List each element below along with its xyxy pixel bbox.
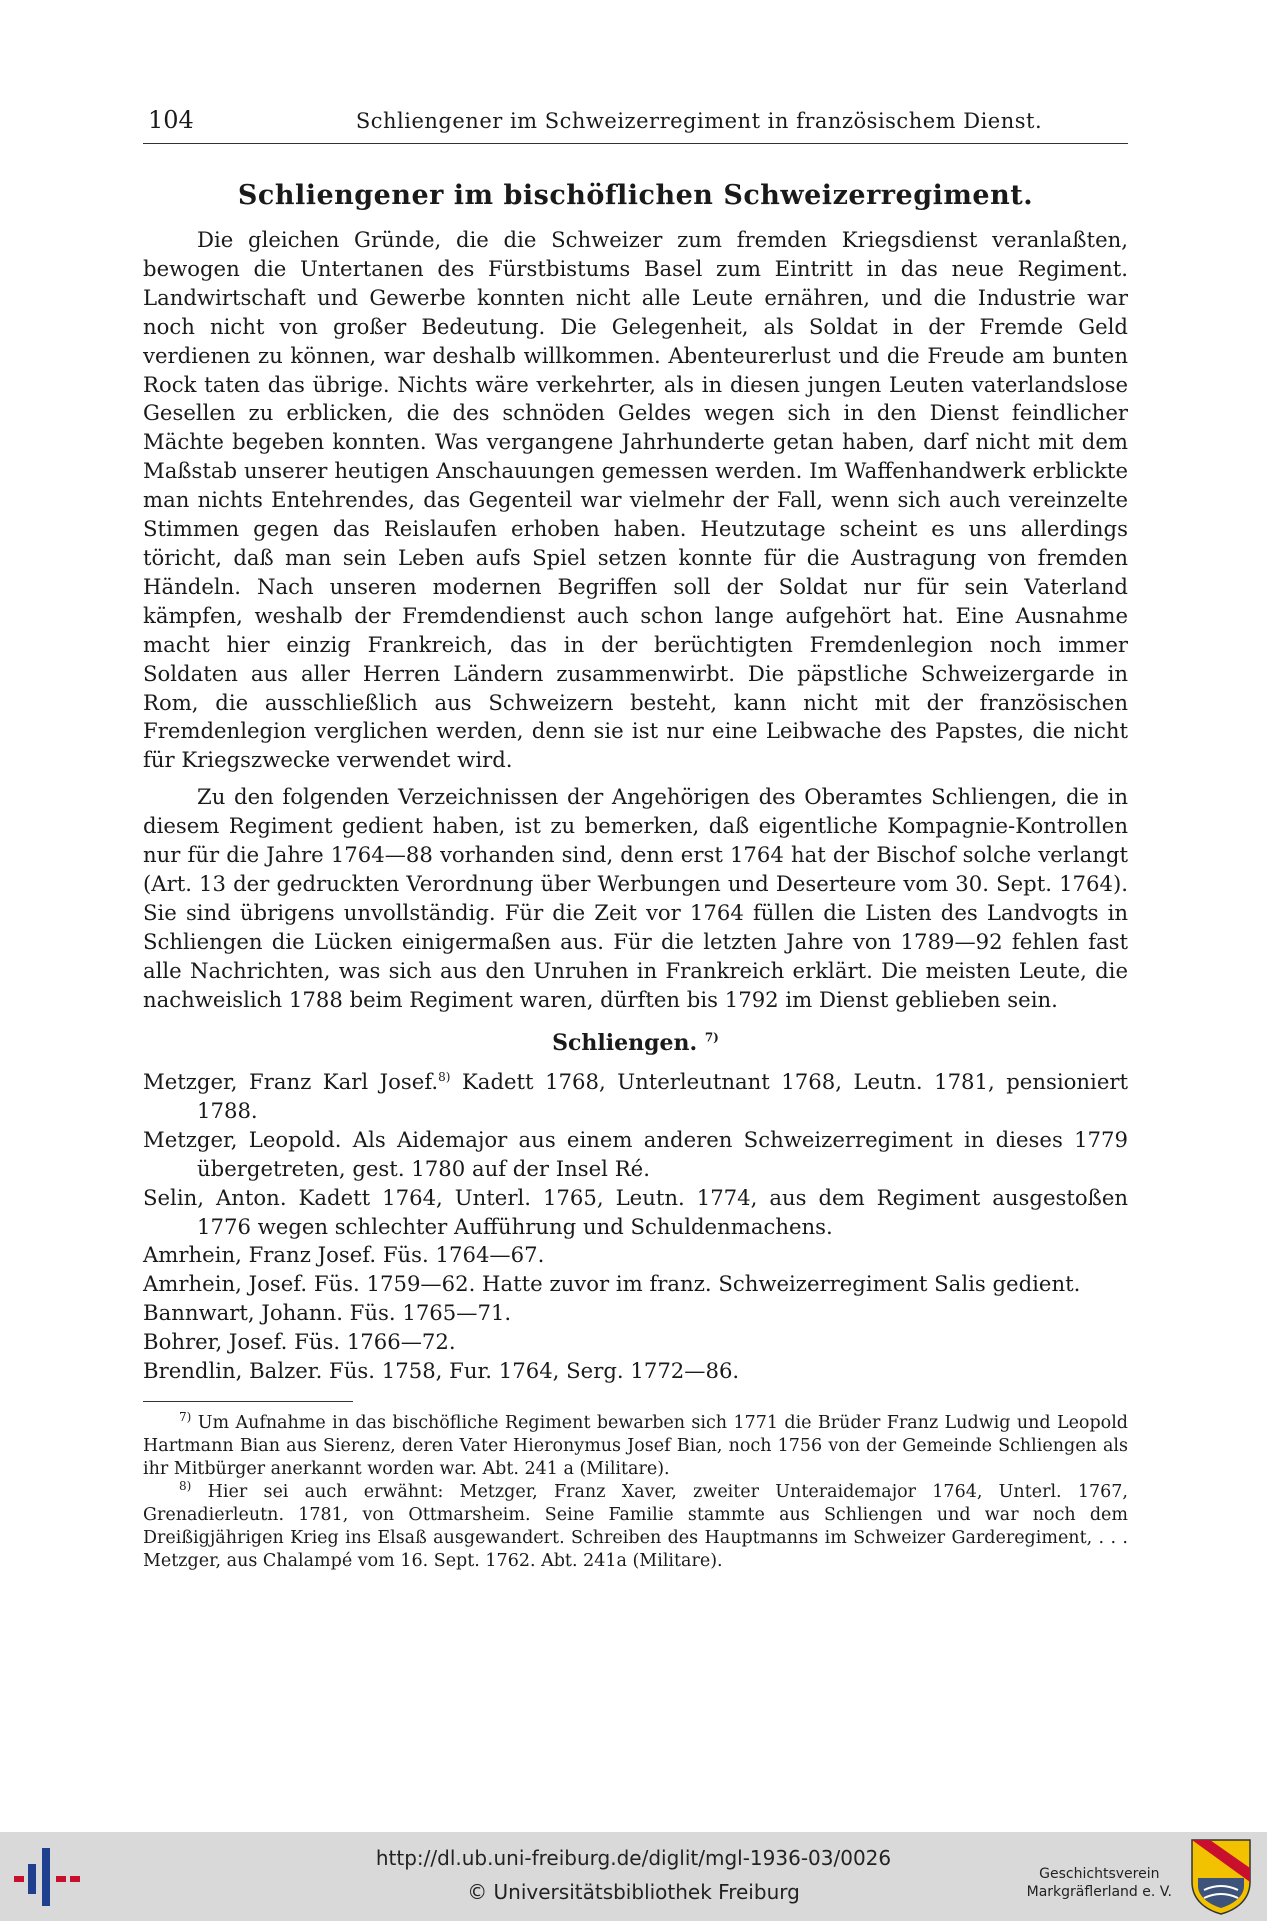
entry-text-rest: Kadett 1768, Unterleutnant 1768, Leutn. 1781, pensioniert 1788. [197, 1069, 1129, 1123]
footnote [143, 1412, 1128, 1481]
roster-entry: Amrhein, Josef. Füs. 1759—62. Hatte zuvor im franz. Schweizerregiment Salis gedient. [143, 1271, 1081, 1297]
footnotes [143, 1412, 1128, 1573]
society-line: Geschichtsverein [1039, 1866, 1160, 1882]
running-title: Schliengener im Schweizerregiment in französischem Dienst. [355, 109, 1043, 133]
roster-entry: Bohrer, Josef. Füs. 1766—72. [143, 1329, 456, 1355]
roster-entry: Amrhein, Franz Josef. Füs. 1764—67. [143, 1242, 545, 1268]
paragraph: Zu den folgenden Verzeichnissen der Angehörigen des Oberamtes Schliengen, die in diesem Regiment gedient haben, ist zu bemerken, daß eigentliche Kompagnie-Kontrollen nur für die Jahre 1764—88 vorhanden sind, denn erst 1764 hat der Bischof solche verlangt (Art. 13 der gedruckten Verordnung über Werbungen und Deserteure vom 30. Sept. 1764). Sie sind übrigens unvollständig. Für die Zeit vor 1764 füllen die Listen des Landvogts in Schliengen die Lücken einigermaßen aus. Für die letzten Jahre von 1789—92 fehlen fast alle Nachrichten, was sich aus den Unruhen in Frankreich erklärt. Die meisten Leute, die nachweislich 1788 beim Regiment waren, dürften bis 1792 im Dienst geblieben sein. [143, 784, 1128, 1012]
roster-list [143, 1068, 1128, 1386]
permalink[interactable]: http://dl.ub.uni-freiburg.de/diglit/mgl-1936-03/0026 [375, 1846, 892, 1870]
viewer-footer [0, 1832, 1267, 1921]
footnote-ref: 7) [704, 1030, 719, 1045]
body-text [143, 226, 1128, 1014]
page-number: 104 [148, 106, 194, 134]
footnote-mark: 7) [179, 1410, 192, 1425]
footnote-ref: 8) [438, 1069, 451, 1084]
paragraph: Die gleichen Gründe, die die Schweizer zum fremden Kriegsdienst veranlaßten, bewogen die Untertanen des Fürstbistums Basel zum Eintritt in das neue Regiment. Landwirtschaft und Gewerbe konnten nicht alle Leute ernähren, und die Industrie war noch nicht von großer Bedeutung. Die Gelegenheit, als Soldat in der Fremde Geld verdienen zu können, war deshalb willkommen. Abenteurerlust und die Freude am bunten Rock taten das übrige. Nichts wäre verkehrter, als in diesen jungen Leuten vaterlandslose Gesellen zu erblicken, die des schnöden Geldes wegen sich in den Dienst feindlicher Mächte begeben konnten. Was vergangene Jahrhunderte getan haben, darf nicht mit dem Maßstab unserer heutigen Anschauungen gemessen werden. Im Waffenhandwerk erblickte man nichts Entehrendes, das Gegenteil war vielmehr der Fall, wenn sich auch vereinzelte Stimmen gegen das Reislaufen erhoben haben. Heutzutage scheint es uns allerdings töricht, daß man sein Leben aufs Spiel setzen konnte für die Austragung von fremden Händeln. Nach unseren modernen Begriffen soll der Soldat nur für sein Vaterland kämpfen, weshalb der Fremdendienst auch schon lange aufgehört hat. Eine Ausnahme macht hier einzig Frankreich, das in der berüchtigten Fremdenlegion noch immer Soldaten aus aller Herren Ländern zusammenwirbt. Die päpstliche Schweizergarde in Rom, die ausschließlich aus Schweizern besteht, kann nicht mit der französischen Fremdenlegion verglichen werden, denn sie ist nur eine Leibwache des Papstes, die nicht für Kriegszwecke verwendet wird. [143, 227, 1128, 773]
footnote-mark: 8) [179, 1479, 192, 1494]
society-line: Markgräflerland e. V. [1026, 1884, 1172, 1900]
roster-entry: Selin, Anton. Kadett 1764, Unterl. 1765, Leutn. 1774, aus dem Regiment ausgestoßen 1776 wegen schlechter Aufführung und Schuldenmachens. [143, 1184, 1128, 1239]
header-rule [143, 143, 1128, 144]
roster-entry [143, 1068, 1128, 1126]
roster-entry: Metzger, Leopold. Als Aidemajor aus einem anderen Schweizerregiment in dieses 1779 übergetreten, gest. 1780 auf der Insel Ré. [143, 1126, 1128, 1181]
running-head [148, 106, 1130, 134]
roster-entry: Brendlin, Balzer. Füs. 1758, Fur. 1764, Serg. 1772—86. [143, 1358, 740, 1384]
coat-of-arms-icon [1190, 1838, 1252, 1916]
footnote-rule [143, 1401, 353, 1402]
subsection-heading [143, 1030, 1128, 1056]
footnote [143, 1481, 1128, 1573]
footnote-text: Um Aufnahme in das bischöfliche Regiment bewarben sich 1771 die Brüder Franz Ludwig und Leopold Hartmann Bian aus Sierenz, deren Vater Hieronymus Josef Bian, noch 1756 von der Gemeinde Schliengen als ihr Mitbürger anerkannt worden war. Abt. 241 a (Militare). [143, 1413, 1128, 1479]
copyright: © Universitätsbibliothek Freiburg [467, 1880, 800, 1904]
footnote-text: Hier sei auch erwähnt: Metzger, Franz Xaver, zweiter Unteraidemajor 1764, Unterl. 1767, Grenadierleutn. 1781, von Ottmarsheim. Seine Familie stammte aus Schliengen und war noch dem Dreißigjährigen Krieg ins Elsaß ausgewandert. Schreiben des Hauptmanns im Schweizer Garderegiment, . . . Metzger, aus Chalampé vom 16. Sept. 1762. Abt. 241a (Militare). [143, 1482, 1128, 1571]
section-title: Schliengener im bischöflichen Schweizerregiment. [237, 180, 1034, 211]
subsection-heading-text: Schliengen. [552, 1030, 698, 1056]
entry-text: Metzger, Franz Karl Josef. [143, 1069, 439, 1094]
society-name [1027, 1865, 1172, 1901]
roster-entry: Bannwart, Johann. Füs. 1765—71. [143, 1300, 512, 1326]
